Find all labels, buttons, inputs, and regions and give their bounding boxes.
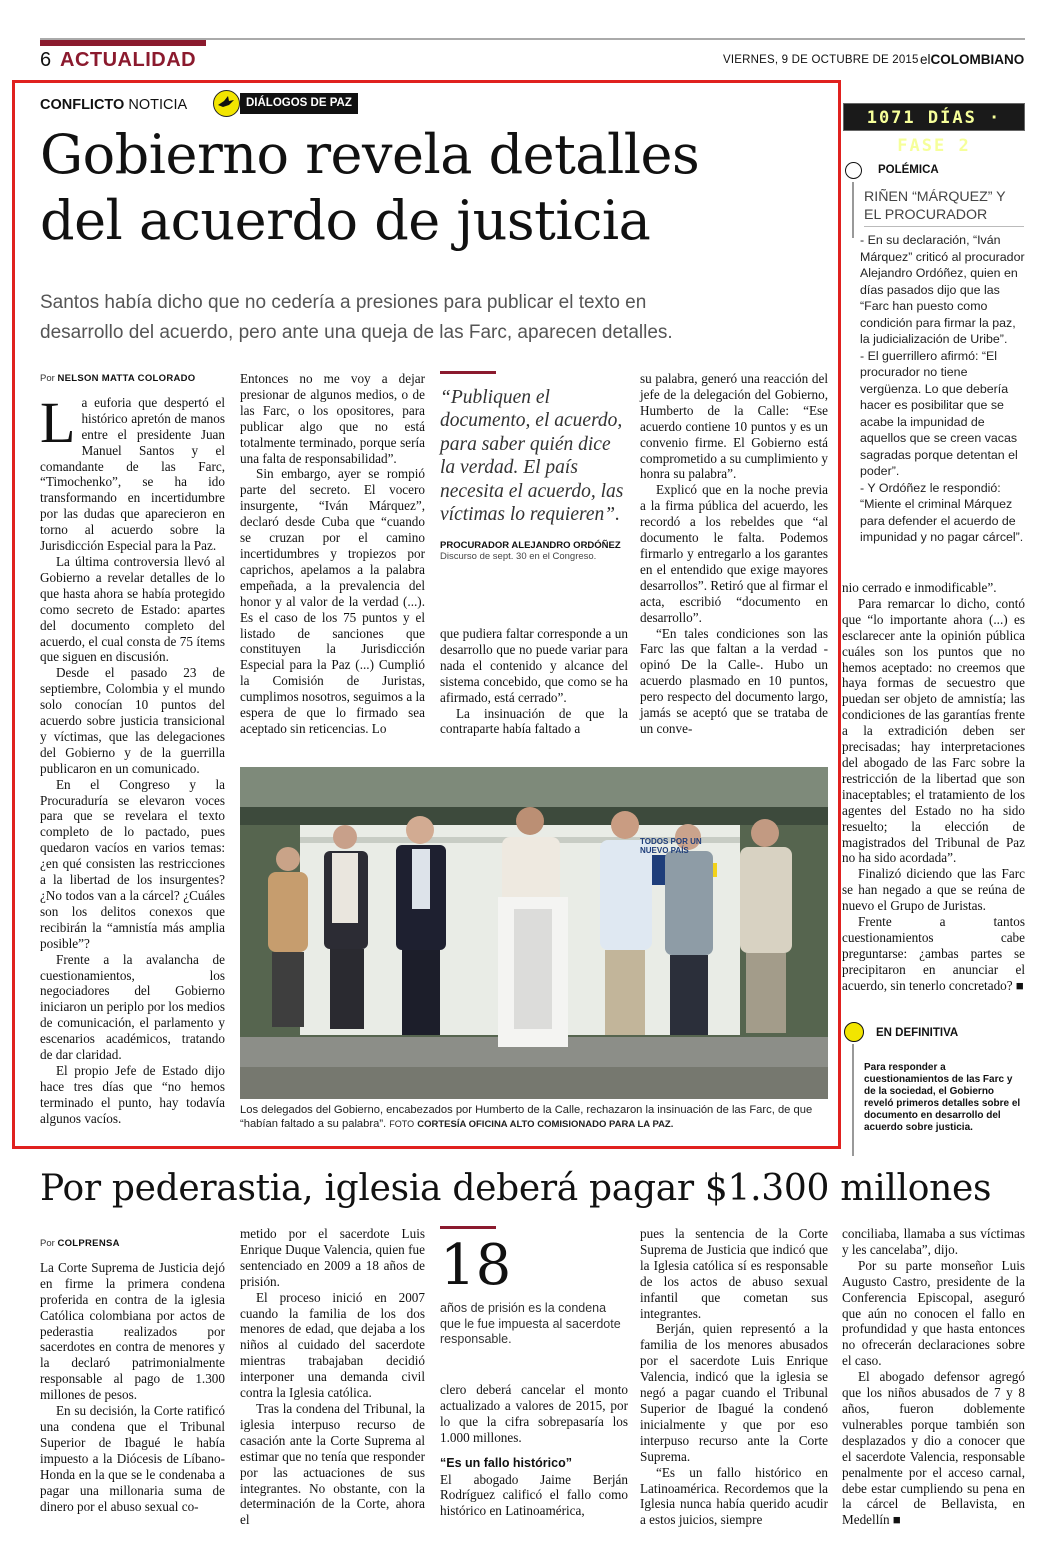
newspaper-brand (920, 52, 1024, 67)
dialogos-tag (213, 90, 365, 117)
paragraph: La euforia que despertó el histórico apretón de manos entre el presidente Juan Manuel Santos y el comandante de las Farc, “Timochenko”, se ha ido transformando en incertidumbre por las dudas que aparecieron en torno al acuerdo sobre la Jurisdicción Especial para la Paz. (40, 389, 225, 554)
speech-icon (845, 162, 862, 179)
paragraph: Por su parte monseñor Luis Augusto Castro, presidente de la Conferencia Episcopal, aseguró que aún no conocen el fallo en profundidad y que hasta entonces no ofrecerán declaraciones sobre el caso. (842, 1257, 1025, 1369)
news-photo (240, 767, 828, 1099)
stat-rule (440, 1226, 496, 1229)
pull-quote (440, 371, 628, 562)
paragraph: Para remarcar lo dicho, contó que “lo importante ahora (...) es esclarecer ante la opinión pública cuáles son los puntos que no hemos aceptado: no creemos que haya formas de secuestro que puedan ser objeto de amnistía; las condiciones de las garantías frente a la extradición deben ser precisadas; hay interpretaciones del abogado de las Farc sobre la restricción de la libertad que son inaceptables; el tratamiento de los agentes del Estado no ha sido resuelto; la elección de magistrados del Tribunal de Paz no ha sido acordada”. (842, 595, 1025, 866)
polemica-vline (852, 182, 854, 238)
article-category: CONFLICTO (40, 97, 125, 113)
article-type: NOTICIA (128, 97, 188, 113)
paragraph: El proceso inició en 2007 cuando la familia de los dos menores de edad, que dejaba a los niños al cuidado del sacerdote mientras trabajaban decidió interponer una demanda civil contra la Iglesia católica. (240, 1289, 425, 1401)
brand-name: COLOMBIANO (930, 52, 1025, 67)
checkmarks-icon (844, 1022, 864, 1042)
article1-column-1 (40, 371, 225, 1127)
section-accent-bar (40, 40, 206, 46)
paragraph: “Es un fallo histórico en Latinoamérica. Recordemos que la Iglesia nunca había querido acudir a estos juicios, siempre (640, 1464, 828, 1528)
paragraph: En su decisión, la Corte ratificó una condena que el Tribunal Superior de Ibagué le había impuesto a la Diócesis de Líbano-Honda en la que se le condenaba a pagar una millonaria suma de dinero por el abuso sexual co- (40, 1403, 225, 1514)
section-label: ACTUALIDAD (60, 49, 197, 71)
article1-column-4 (640, 371, 828, 737)
definitiva-vline (852, 1044, 854, 1156)
paragraph: Frente a la avalancha de cuestionamientos, los negociadores del Gobierno iniciaron un periplo por los medios de comunicación, el parlamento y escenarios académicos, tratando de dar claridad. (40, 951, 225, 1063)
paragraph: “En tales condiciones son las Farc las que faltan a la verdad -opinó De la Calle-. Hubo un acuerdo plasmado en 10 puntos, pero respecto del documento largo, jamás se aceptó que se trataba de un conve- (640, 625, 828, 736)
deck-line-2: desarrollo del acuerdo, pero ante una queja de las Farc, aparecen detalles. (40, 322, 673, 343)
article2-column-3 (440, 1382, 628, 1519)
stat-number: 18 (440, 1233, 512, 1298)
polemica-rule (864, 226, 1024, 227)
days-counter: 1071 DÍAS · FASE 2 (843, 103, 1025, 131)
definitiva-text: Para responder a cuestionamientos de las Farc y de la sociedad, el Gobierno reveló primeros detalles sobre el documento en desarrollo del acuerdo sobre justicia. (864, 1062, 1021, 1133)
paragraph: Desde el pasado 23 de septiembre, Colombia y el mundo solo conocían 10 puntos del acuerdo sobre justicia transicional y víctimas, que las delegaciones del Gobierno y de la guerrilla publicaron en un comunicado. (40, 665, 225, 776)
paragraph: Frente a tantos cuestionamientos cabe preguntarse: ¿ambas partes se precipitaron en anunciar el acuerdo, sin tenerlo concretado? ■ (842, 914, 1025, 993)
author-name: COLPRENSA (57, 1238, 120, 1249)
article-kicker (40, 97, 187, 113)
stat-text: años de prisión es la condena que le fue impuesta al sacerdote responsable. (440, 1301, 621, 1346)
paragraph: conciliaba, llamaba a sus víctimas y les cancelaba”, dijo. (842, 1226, 1025, 1257)
article2-title: Por pederastia, iglesia deberá pagar $1.300 millones (40, 1168, 992, 1209)
article1-column-5 (842, 580, 1025, 1000)
caption-text: Los delegados del Gobierno, encabezados por Humberto de la Calle, rechazaron la insinuación de las Farc, de que “habían faltado a su palabra”. (240, 1104, 813, 1130)
paragraph: Entonces no me voy a dejar presionar de algunos medios, o de las Farc, o los opositores, para publicar algo que no está totalmente terminado, porque sería una falta de responsabilidad”. (240, 371, 425, 466)
dove-icon (213, 90, 240, 117)
stat-box (440, 1226, 628, 1348)
paragraph: clero deberá cancelar el monto actualizado a valores de 2015, por lo que la cifra sobrepasaría los 1.000 millones. (440, 1382, 628, 1445)
article2-column-2 (240, 1226, 425, 1528)
paragraph: Finalizó diciendo que las Farc se han negado a que se reúna de nuevo el Grupo de Juristas. (842, 866, 1025, 914)
photo-credit-label: FOTO (389, 1119, 415, 1129)
quote-text: “Publiquen el documento, el acuerdo, para saber quién dice la verdad. El país necesita el acuerdo, las víctimas lo requieren”. (440, 387, 624, 526)
deck-line-1: Santos había dicho que no cedería a presiones para publicar el texto en (40, 292, 647, 313)
page-number: 6 (40, 49, 52, 71)
polemica-item: - En su declaración, “Iván Márquez” criticó al procurador Alejandro Ordóñez, quien en días pasados dijo que las “Farc han puesto como condición para firmar la paz, la judicialización de Uribe”. (860, 233, 1025, 346)
polemica-items (860, 232, 1025, 546)
paragraph: Berján, quien representó a la familia de los menores abusados por el sacerdote Luis Enrique Valencia, indicó que la iglesia se negó a pagar cuando el Tribunal Superior de Ibagué la condenó inicialmente y que por eso interpuso recurso ante la Corte Suprema. (640, 1321, 828, 1464)
issue-date: VIERNES, 9 DE OCTUBRE DE 2015 (723, 54, 919, 66)
polemica-title: RIÑEN “MÁRQUEZ” Y EL PROCURADOR (864, 189, 1006, 223)
title-line-1: Gobierno revela detalles (40, 123, 700, 186)
paragraph: Tras la condena del Tribunal, la iglesia interpuso recurso de casación ante la Corte Suprema al estimar que no tenía que responder por las actuaciones de sus integrantes. No obstante, con la determinación de la Corte, ahora el (240, 1400, 425, 1528)
article2-column-4 (640, 1226, 828, 1528)
definitiva-label: EN DEFINITIVA (876, 1027, 959, 1039)
byline: Por NELSON MATTA COLORADO (40, 373, 196, 384)
article-title (40, 122, 830, 254)
quote-rule (440, 371, 496, 374)
byline: Por COLPRENSA (40, 1238, 120, 1249)
paragraph: El abogado Jaime Berján Rodríguez calificó el fallo como histórico en Latinoamérica, (440, 1471, 628, 1519)
drop-cap: L (40, 389, 76, 455)
article1-column-3 (440, 626, 628, 737)
paragraph: su palabra, generó una reacción del jefe de la delegación del Gobierno, Humberto de la Calle: “Ese acuerdo contiene 10 puntos y es un convenio firme. El Gobierno está comprometido a su cumplimiento y honra su palabra”. (640, 371, 828, 482)
masthead (40, 38, 1025, 78)
polemica-item: - Y Ordóñez le respondió: “Miente el criminal Márquez para defender el acuerdo de impunidad y no pagar cárcel”. (860, 480, 1024, 544)
photo-caption (240, 1103, 830, 1132)
paragraph: Sin embargo, ayer se rompió parte del secreto. El vocero insurgente, “Iván Márquez”, declaró desde Cuba que “cuando se cruzan por el camino incertidumbres y tropiezos por caprichos, apelamos a la palabra empeñada, a la prevalencia del honor y al valor de la verdad (...). Es el caso de los 75 puntos y el listado de sanciones que constituyen la Jurisdicción Especial para la Paz (...) Cumplió la Comisión de Juristas, cumplimos nosotros, seguimos a la espera de que lo firmado sea aceptado sin reticencias. Lo (240, 466, 425, 736)
paragraph: La insinuación de que la contraparte había faltado a (440, 705, 628, 737)
paragraph: que pudiera faltar corresponde a un desarrollo que no puede variar para nada el contenido y alcance del sistema concebido, que como se ha afirmado, está cerrado”. (440, 626, 628, 705)
quote-author: PROCURADOR ALEJANDRO ORDÓÑEZ (440, 540, 621, 552)
paragraph: La Corte Suprema de Justicia dejó en firme la primera condena proferida en contra de la iglesia Católica colombiana por actos de pederastia realizados por sacerdotes en contra de menores y la declaró patrimonialmente responsable al pago de 1.300 millones de pesos. (40, 1259, 225, 1403)
paragraph: metido por el sacerdote Luis Enrique Duque Valencia, quien fue sentenciado en 2009 a 18 años de prisión. (240, 1226, 425, 1289)
article-deck (40, 288, 830, 348)
polemica-label: POLÉMICA (878, 164, 939, 176)
paragraph: Explicó que en la noche previa a la firma pública del acuerdo, les recordó a los rebeldes que “al documento le falta. Podemos firmarlo y entregarlo a los garantes en el entendido que exige mayores desarrollos”. Retiró que al firmar el acta, escribió “documento en desarrollo”. (640, 482, 828, 625)
dialogos-label: DIÁLOGOS DE PAZ (240, 93, 358, 114)
paragraph: El propio Jefe de Estado dijo hace tres días que “no hemos terminado el punto, hay todavía algunos vacíos. (40, 1062, 225, 1126)
brand-prefix: el (920, 52, 931, 67)
article1-column-2 (240, 371, 425, 737)
polemica-item: - El guerrillero afirmó: “El procurador no tiene vergüenza. Lo que debería hacer es posibilitar que se acabe la impunidad de aquellos que se creen vacas sagradas porque detentan el poder”. (860, 348, 1018, 478)
photo-credit: CORTESÍA OFICINA ALTO COMISIONADO PARA LA PAZ. (417, 1119, 674, 1130)
paragraph: pues la sentencia de la Corte Suprema de Justicia que indicó que la Iglesia católica sí es responsable de los actos de abuso sexual infantil que cometan sus integrantes. (640, 1226, 828, 1321)
article2-column-5 (842, 1226, 1025, 1528)
article2-column-1 (40, 1236, 225, 1514)
quote-source: Discurso de sept. 30 en el Congreso. (440, 551, 597, 563)
banner-text: TODOS POR UN NUEVO PAÍS (640, 837, 702, 855)
paragraph: La última controversia llevó al Gobierno a revelar detalles de lo que hasta ahora se había protegido como secreto de Estado: apartes del documento completo del acuerdo, el cual consta de 75 ítems que siguen en discusión. (40, 553, 225, 665)
paragraph: En el Congreso y la Procuraduría se elevaron voces para que se revelara el texto completo de lo pactado, pues quedaron vacíos en varios temas: ¿en qué consisten las restricciones a la libertad de los insurgentes? ¿No todos van a la cárcel? ¿Cuáles son los delitos conexos que recibirán la “amnistía más amplia posible”? (40, 776, 225, 951)
title-line-2: del acuerdo de justicia (40, 189, 651, 252)
paragraph: nio cerrado e inmodificable”. (842, 580, 997, 595)
paragraph: El abogado defensor agregó que los niños abusados de 7 y 8 años, fueron doblemente vulnerables porque también son desplazados y dio a conocer que el sacerdote Valencia, responsable penalmente por el acceso carnal, debe estar cumpliendo su pena en la cárcel de Bellavista, en Medellín ■ (842, 1369, 1025, 1528)
subhead: “Es un fallo histórico” (440, 1455, 572, 1470)
author-name: NELSON MATTA COLORADO (57, 373, 196, 384)
